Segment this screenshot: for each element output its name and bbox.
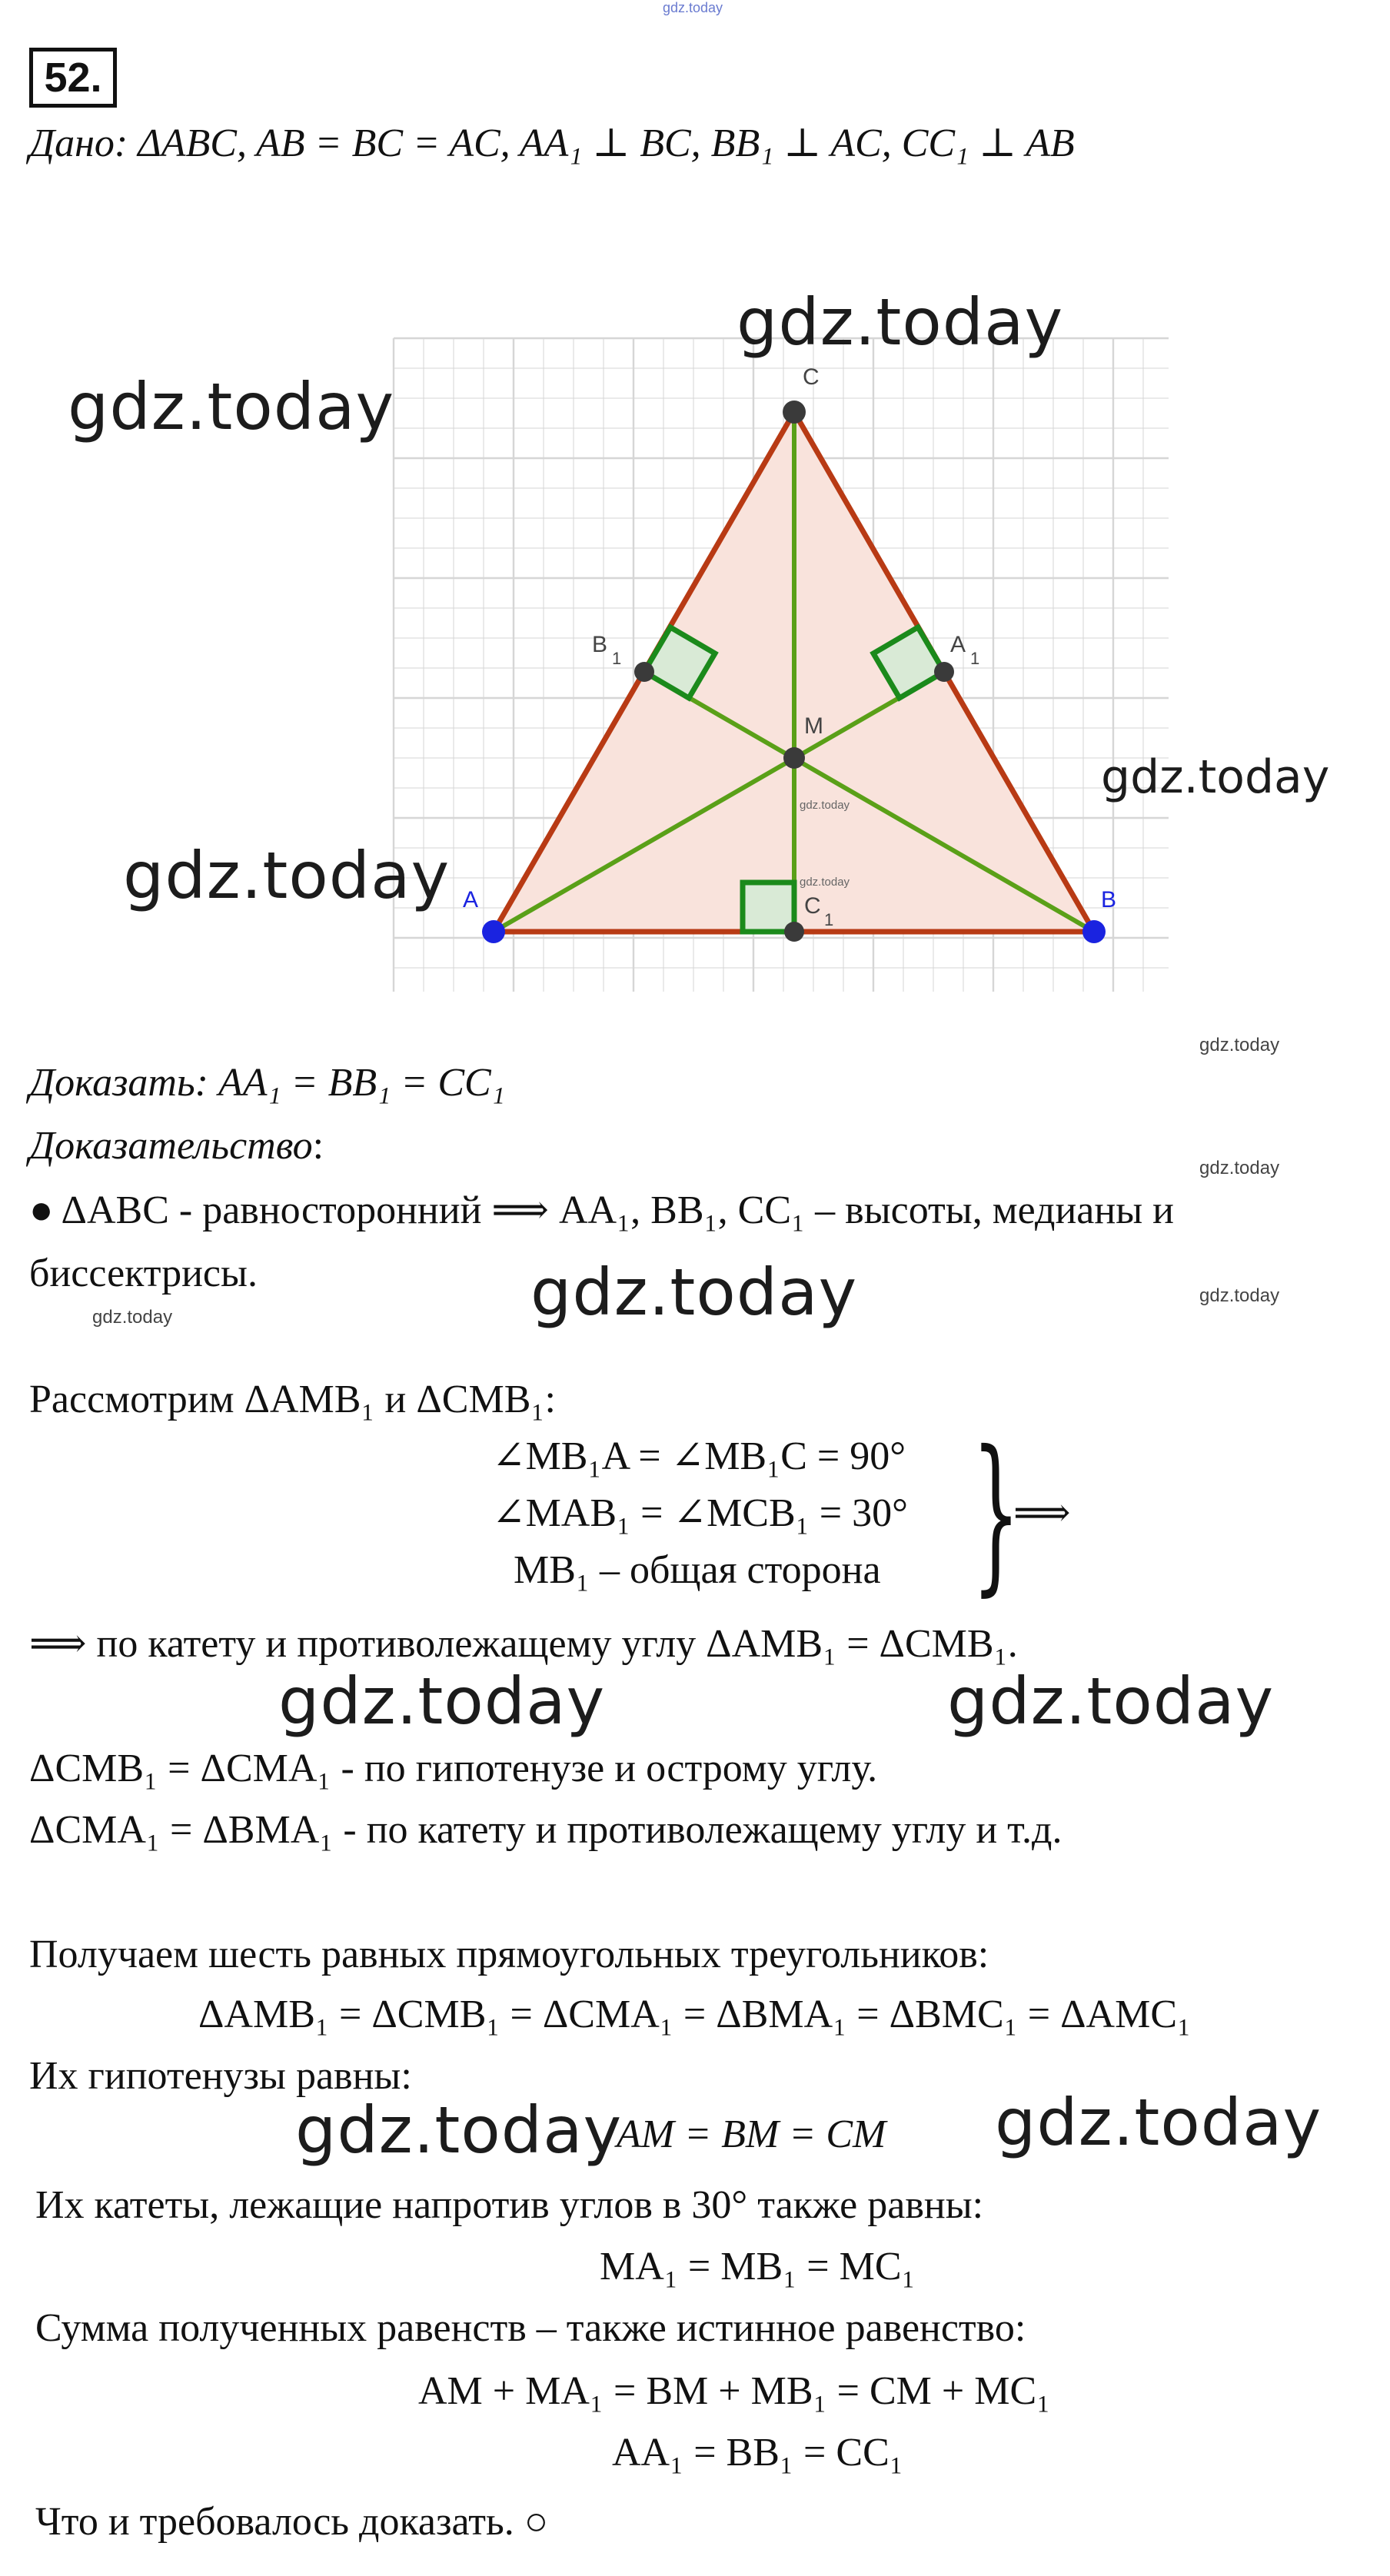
system-line-3: MB₁ – общая сторона: [514, 1548, 881, 1592]
system-implies: ⟹: [1013, 1491, 1071, 1535]
qed-line: Что и требовалось доказать. ○: [35, 2500, 549, 2544]
hypotenuse-line: Их гипотенузы равны:: [29, 2054, 412, 2098]
label-b: B: [1101, 887, 1117, 912]
proof-line-1: ● ΔABC - равносторонний ⟹ AA₁, BB₁, CC₁ – высоты, медианы и: [29, 1188, 1174, 1232]
label-a1-sub: 1: [970, 649, 980, 668]
conclusion-line-1: ⟹ по катету и противолежащему углу ΔAMB₁ = ΔCMB₁.: [29, 1622, 1018, 1666]
right-angle-c1: [743, 882, 794, 932]
label-c1-sub: 1: [824, 910, 834, 929]
figure-watermark-2: gdz.today: [800, 876, 850, 889]
equality-line-2: ΔCMB₁ = ΔCMA₁ - по гипотенузе и острому углу.: [29, 1747, 878, 1790]
point-b: [1082, 920, 1106, 943]
watermark-mid-4: gdz.today: [295, 2092, 623, 2168]
sum-equality: AM + MA₁ = BM + MB₁ = CM + MC₁: [418, 2369, 1051, 2413]
point-m: [783, 747, 805, 769]
final-equality: AA₁ = BB₁ = CC₁: [612, 2431, 903, 2475]
proof-line-2: биссектрисы.: [29, 1251, 258, 1295]
proof-label: Доказательство: [29, 1124, 313, 1168]
hypotenuse-equality: AM = BM = CM: [617, 2112, 886, 2156]
label-a: A: [463, 887, 479, 912]
point-c: [783, 401, 806, 424]
point-b1: [634, 662, 654, 682]
proof-header: [29, 1122, 324, 1170]
label-c1: C: [804, 893, 821, 919]
proof-colon: :: [312, 1124, 324, 1168]
legs-line: Их катеты, лежащие напротив углов в 30° также равны:: [35, 2183, 984, 2227]
given-text: : ΔABC, AB = BC = AC, AA₁ ⊥ BC, BB₁ ⊥ AC, CC₁ ⊥ AB: [114, 121, 1075, 165]
point-a: [482, 920, 505, 943]
watermark-small-1: gdz.today: [1199, 1035, 1280, 1055]
prove-text: : AA₁ = BB₁ = CC₁: [195, 1061, 505, 1105]
label-a1: A: [950, 632, 966, 657]
given-label: Дано: [29, 121, 115, 165]
consider-line: Рассмотрим ΔAMB₁ и ΔCMB₁:: [29, 1378, 556, 1421]
watermark-figure-left: gdz.today: [68, 369, 395, 444]
watermark-figure-right: gdz.today: [1101, 750, 1330, 804]
prove-label: Доказать: [29, 1061, 195, 1105]
system-line-1: ∠MB₁A = ∠MB₁C = 90°: [492, 1434, 906, 1478]
legs-equality: MA₁ = MB₁ = MC₁: [600, 2245, 916, 2288]
label-m: M: [804, 713, 823, 739]
watermark-small-2: gdz.today: [1199, 1158, 1280, 1178]
watermark-small-4: gdz.today: [1199, 1285, 1280, 1306]
sum-line: Сумма полученных равенств – также истинное равенство:: [35, 2306, 1026, 2350]
system-brace: }: [972, 1414, 1020, 1611]
watermark-mid-1: gdz.today: [530, 1255, 858, 1330]
watermark-mid-2: gdz.today: [278, 1664, 606, 1739]
system-line-2: ∠MAB₁ = ∠MCB₁ = 30°: [492, 1491, 908, 1535]
label-b1-sub: 1: [612, 649, 622, 668]
six-triangles-line: Получаем шесть равных прямоугольных треугольников:: [29, 1933, 989, 1976]
label-b1: B: [592, 632, 608, 657]
watermark-figure-top: gdz.today: [737, 284, 1064, 360]
point-a1: [934, 662, 954, 682]
watermark-figure-bottom-left: gdz.today: [123, 838, 451, 913]
label-c: C: [803, 364, 820, 390]
watermark-mid-5: gdz.today: [995, 2085, 1322, 2160]
figure-watermark-1: gdz.today: [800, 799, 850, 812]
watermark-small-3: gdz.today: [92, 1307, 173, 1328]
six-triangles-equality: ΔAMB₁ = ΔCMB₁ = ΔCMA₁ = ΔBMA₁ = ΔBMC₁ = ΔAMC₁: [198, 1993, 1192, 2036]
equality-line-3: ΔCMA₁ = ΔBMA₁ - по катету и противолежащему углу и т.д.: [29, 1808, 1062, 1852]
point-c1: [784, 922, 804, 942]
prove-line: [29, 1059, 505, 1107]
problem-number: 52.: [29, 48, 117, 108]
watermark-top: gdz.today: [663, 0, 723, 15]
watermark-mid-3: gdz.today: [947, 1664, 1275, 1739]
